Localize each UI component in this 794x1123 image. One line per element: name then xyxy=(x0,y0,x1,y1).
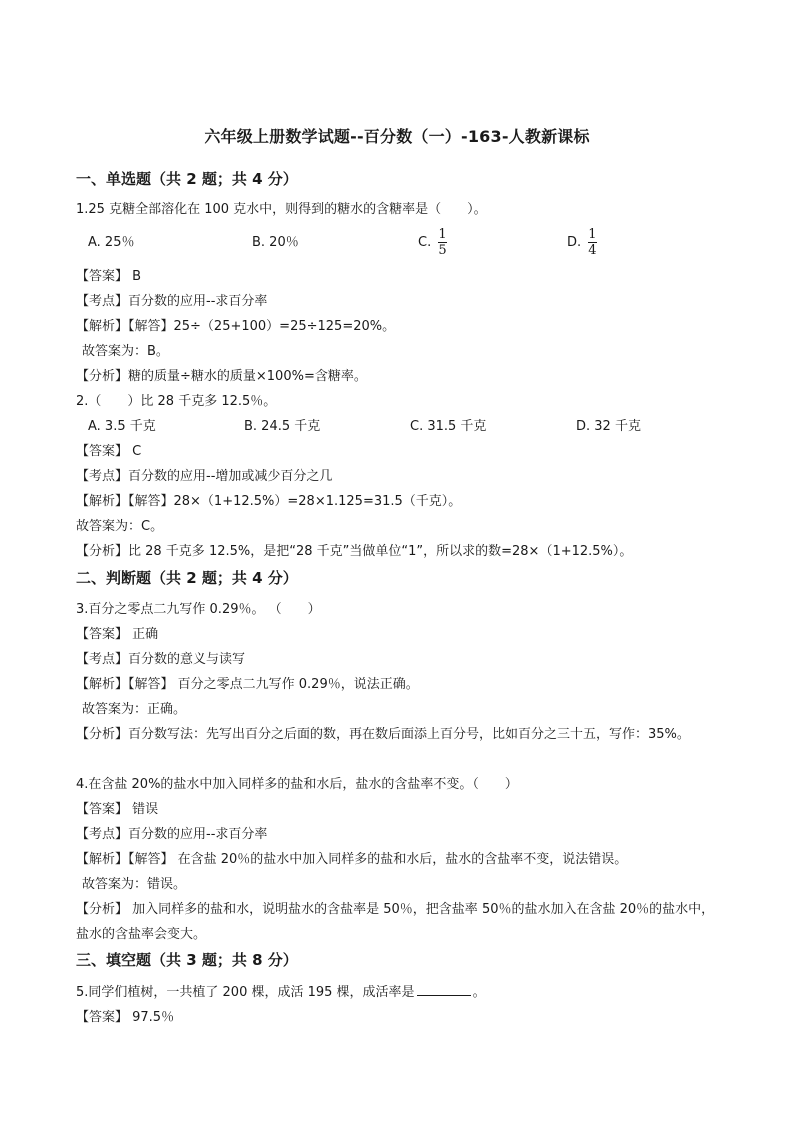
question-3-analysis: 【解析】【解答】 百分之零点二九写作 0.29％，说法正确。 xyxy=(76,677,419,692)
question-5-answer: 【答案】 97.5％ xyxy=(76,1010,175,1025)
question-2-option-c: C. 31.5 千克 xyxy=(410,419,487,434)
question-3-answer: 【答案】 正确 xyxy=(76,627,159,642)
question-3-point: 【考点】百分数的意义与读写 xyxy=(76,652,246,667)
section-heading-fill-blank: 三、填空题（共 3 题；共 8 分） xyxy=(76,951,298,969)
question-2-option-d: D. 32 千克 xyxy=(576,419,641,434)
question-4-answer: 【答案】 错误 xyxy=(76,802,159,817)
question-2-point: 【考点】百分数的应用--增加或减少百分之几 xyxy=(76,469,333,484)
question-1-answer: 【答案】 B xyxy=(76,269,142,284)
question-1-stem: 1.25 克糖全部溶化在 100 克水中，则得到的糖水的含糖率是（ ）。 xyxy=(76,202,487,217)
option-c-label: C. xyxy=(418,235,432,250)
question-1-analysis: 【解析】【解答】25÷（25+100）=25÷125=20%。 xyxy=(76,319,396,334)
answer-blank xyxy=(417,995,471,996)
question-3-conclusion: 故答案为：正确。 xyxy=(82,702,187,717)
question-5-stem xyxy=(76,984,486,1002)
question-1-point: 【考点】百分数的应用--求百分率 xyxy=(76,294,268,309)
question-4-analysis: 【解析】【解答】 在含盐 20％的盐水中加入同样多的盐和水后，盐水的含盐率不变，说法错误。 xyxy=(76,852,628,867)
question-2-option-a: A. 3.5 千克 xyxy=(88,419,156,434)
question-4-conclusion: 故答案为：错误。 xyxy=(82,877,187,892)
question-3-stem: 3.百分之零点二九写作 0.29％。 （ ） xyxy=(76,602,321,617)
question-1-option-c xyxy=(418,228,448,257)
question-2-answer: 【答案】 C xyxy=(76,444,142,459)
question-3-fenxi: 【分析】百分数写法：先写出百分之后面的数，再在数后面添上百分号，比如百分之三十五，写作：35%。 xyxy=(76,727,690,742)
question-2-stem: 2.（ ）比 28 千克多 12.5％。 xyxy=(76,394,277,409)
question-1-option-a: A. 25％ xyxy=(88,235,135,250)
fraction-denominator: 5 xyxy=(438,243,447,258)
page-title: 六年级上册数学试题--百分数（一）-163-人教新课标 xyxy=(204,127,590,146)
question-5-stem-end: 。 xyxy=(472,985,486,1000)
option-d-label: D. xyxy=(567,235,582,250)
fraction-numerator: 1 xyxy=(588,227,597,242)
question-2-fenxi: 【分析】比 28 千克多 12.5%，是把“28 千克”当做单位“1”，所以求的数=28×（1+12.5%）。 xyxy=(76,544,633,559)
question-1-option-b: B. 20％ xyxy=(252,235,299,250)
question-1-option-d xyxy=(567,228,598,257)
question-5-stem-text: 5.同学们植树，一共植了 200 棵，成活 195 棵，成活率是 xyxy=(76,985,415,1000)
question-4-fenxi: 【分析】 加入同样多的盐和水，说明盐水的含盐率是 50％，把含盐率 50％的盐水加入在含盐 20％的盐水中，盐水的含盐率会变大。 xyxy=(76,902,715,942)
section-heading-single-choice: 一、单选题（共 2 题；共 4 分） xyxy=(76,170,298,188)
option-c-fraction xyxy=(437,228,447,257)
question-1-fenxi: 【分析】糖的质量÷糖水的质量×100%=含糖率。 xyxy=(76,369,367,384)
question-4-stem: 4.在含盐 20%的盐水中加入同样多的盐和水后，盐水的含盐率不变。（ ） xyxy=(76,777,518,792)
question-2-option-b: B. 24.5 千克 xyxy=(244,419,321,434)
section-heading-true-false: 二、判断题（共 2 题；共 4 分） xyxy=(76,569,298,587)
question-4-point: 【考点】百分数的应用--求百分率 xyxy=(76,827,268,842)
question-1-conclusion: 故答案为：B。 xyxy=(82,344,169,359)
option-d-fraction xyxy=(587,228,597,257)
fraction-denominator: 4 xyxy=(588,243,597,258)
fraction-numerator: 1 xyxy=(438,227,447,242)
question-2-conclusion: 故答案为：C。 xyxy=(76,519,164,534)
question-2-analysis: 【解析】【解答】28×（1+12.5%）=28×1.125=31.5（千克）。 xyxy=(76,494,462,509)
